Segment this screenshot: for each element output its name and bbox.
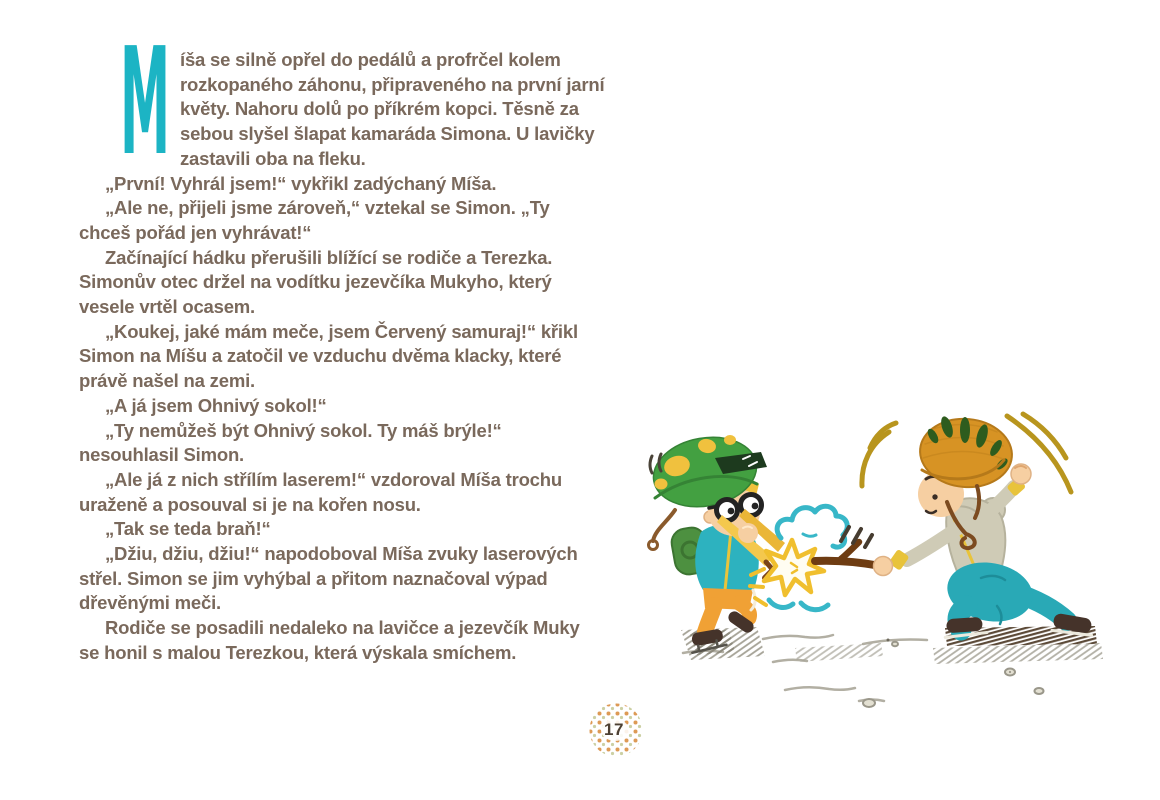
story-line: rozkopaného záhonu, připraveného na první jarní [180,73,605,95]
middle-shadow [795,643,883,662]
illustration-kids-stick-fight [645,410,1115,710]
story-line: dřevěnými meči. [79,592,221,614]
story-line: nesouhlasil Simon. [79,444,244,466]
chin-strap [653,510,675,541]
story-line: Simon na Míšu a zatočil ve vzduchu dvěma klacky, které [79,345,562,367]
story-text-block [79,16,639,666]
story-line: „Koukej, jaké mám meče, jsem Červený samuraj!“ křikl [105,320,578,342]
page-number: 17 [604,720,624,739]
story-line: Simonův otec držel na vodítku jezevčíka Mukyho, který [79,271,552,293]
story-line: sebou slyšel šlapat kamaráda Simona. U lavičky [180,123,595,145]
drop-cap: M [120,16,171,188]
story-line: „A já jsem Ohnivý sokol!“ [105,394,327,416]
story-line: Rodiče se posadili nedaleko na lavičce a jezevčík Muky [105,617,580,639]
story-line: „Džiu, džiu, džiu!“ napodoboval Míša zvuky laserových [105,543,578,565]
story-line: střel. Simon se jim vyhýbal a přitom naznačoval výpad [79,567,548,589]
story-line: chceš pořád jen vyhrávat!“ [79,221,312,243]
story-line: se honil s malou Terezkou, která výskala smíchem. [79,641,517,663]
starburst [764,540,824,595]
eye [932,494,937,499]
teal-swashes [769,600,828,610]
story-line: uraženě a posouval si je na kořen nosu. [79,493,421,515]
story-line: „Ale ne, přijeli jsme zároveň,“ vztekal se Simon. „Ty [105,197,550,219]
story-line: květy. Nahoru dolů po příkrém kopci. Těsně za [180,98,579,120]
illustration-svg [645,410,1115,710]
story-line: „První! Vyhrál jsem!“ vykřikl zadýchaný Míša. [105,172,497,194]
story-line: íša se silně opřel do pedálů a profrčel kolem [180,49,561,70]
front-leg [705,605,715,632]
story-line: „Tak se teda braň!“ [105,518,271,540]
story-line: „Ty nemůžeš být Ohnivý sokol. Ty máš brýle!“ [105,419,502,441]
story-line: vesele vrtěl ocasem. [79,296,255,318]
left-child-figure [648,429,785,652]
hand-on-stick [874,557,893,576]
wooden-stick [815,542,881,566]
story-line: právě našel na zemi. [79,370,255,392]
story-line: zastavili oba na fleku. [180,147,366,169]
page-number-badge [588,702,644,758]
story-line: „Ale já z nich střílím laserem!“ vzdoroval Míša trochu [105,468,562,490]
cloud [777,506,847,547]
story-line: Začínající hádku přerušili blížící se rodiče a Terezka. [105,246,553,268]
spark-chevrons [750,569,766,605]
right-child-figure [874,415,1104,664]
